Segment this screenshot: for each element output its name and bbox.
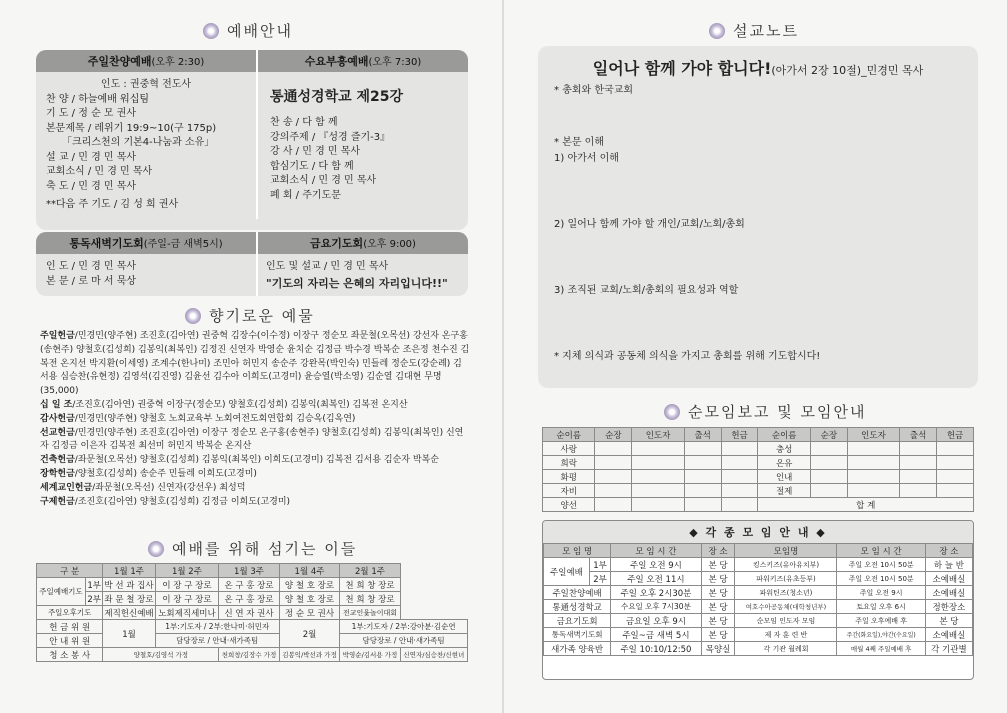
report-cell: 충성 [758,442,810,456]
sermon-note-box [538,46,978,388]
sunday-line: 찬 양 / 하늘예배 워십팀 [46,93,150,105]
flower-icon [664,404,680,420]
meetings-box [542,520,974,680]
meetings-cell: 본 당 [925,614,972,628]
sermon-heading [538,56,978,79]
serve-cell: 정 순 모 권사 [279,606,339,620]
sermon-note: 2) 일어나 함께 가야 할 개인/교회/노회/총회 [554,219,745,230]
meetings-cell: 매월 4째 주일예배 후 [837,642,925,656]
dawn-line: 인 도 / 민 경 민 목사 [46,261,137,272]
meetings-cell: 통通성경학교 [544,600,611,614]
report-header: 헌금 [721,428,758,442]
flower-icon [148,541,164,557]
offering-item: 선교헌금/민경민(양주현) 조진호(김아연) 이장구 정순모 온구홍(송현주) 양철호(김성희) 김봉익(최복인) 신연자 김정금 이은자 김복전 최선미 허민지 박복순 온지산 [40,427,464,452]
report-cell: 양선 [543,498,595,512]
meetings-cell: 본 당 [701,572,735,586]
wednesday-line: 폐 회 / 주기도문 [270,189,341,201]
offering-item: 건축헌금/좌문철(오목선) 양철호(김성희) 김봉익(최복인) 이희도(고경미) 김복전 김서용 김순자 박복순 [40,455,439,466]
offering-item: 장학헌금/양철호(김성희) 송순주 민들레 이희도(고경미) [40,468,257,479]
meetings-header: 모 임 명 [544,544,611,558]
sunday-line: 축 도 / 민 경 민 목사 [46,180,137,192]
serve-header: 1월 3주 [219,564,279,578]
serve-cell: 2부 [85,592,102,606]
serve-cell: 이 장 구 장로 [155,578,219,592]
serve-cell: 김봉익/박선과 가정 [279,648,339,662]
meetings-cell: 토요일 오후 6시 [837,600,925,614]
serve-cell: 천 희 창 장로 [340,592,400,606]
meetings-cell: 파워틴즈(청소년) [735,586,837,600]
serve-cell: 좌 문 철 장로 [103,592,155,606]
meetings-cell: 소예배실 [925,628,972,642]
meetings-cell: 하 늘 반 [925,558,972,572]
report-header: 순장 [810,428,847,442]
meetings-cell: 본 당 [701,558,735,572]
worship-title: 예배안내 [203,20,293,41]
serve-cell: 신연자/심승찬/신현녀 [400,648,467,662]
serve-header: 구 분 [37,564,103,578]
meetings-cell: 금요일 오후 9시 [611,614,701,628]
wednesday-line: 교회소식 / 민 경 민 목사 [270,175,377,186]
meetings-cell: 금요기도회 [544,614,611,628]
meetings-cell: 주일찬양예배 [544,586,611,600]
serve-cell: 신 연 자 권사 [219,606,279,620]
wednesday-line: 강의주제 / 『성경 즐기-3』 [270,131,391,143]
serve-cell: 온 구 홍 장로 [219,592,279,606]
report-header: 출석 [900,428,937,442]
report-cell: 인내 [758,470,810,484]
report-cell: 화평 [543,470,595,484]
sermon-note: * 본문 이해 [554,137,604,148]
report-header: 인도자 [847,428,899,442]
sunday-line: 본문제목 / 레위기 19:9~10(구 175p) [46,122,217,134]
report-title: 순모임보고 및 모임안내 [664,401,866,422]
meetings-cell: 본 당 [701,628,735,642]
friday-prayer [258,232,468,296]
sermon-note: 3) 조직된 교회/노회/총회의 필요성과 역할 [554,285,739,296]
offering-item: 주일헌금/민경민(양주현) 조진호(김아연) 권중혁 김장수(이수정) 이장구 정순모 좌문철(오목선) 강선자 온구홍(송현주) 양철호(김성희) 김봉익(최복인) 김정진 신연자 박영순 윤치순 김정금 박수경 박복순 조은정 천수진 김복전 온지선 박지환(이세영) 조계수(한나미) 조민아 허민지 송순주 강완목(박인숙) 민들레 정순도(강순례) 김서용 심승찬(유현정) 김영석(김진영) 김윤선 김수아 이희도(고경미) 윤승열(박소영) 김순열 김대현 무명(35,000) [40,331,470,397]
report-cell: 사랑 [543,442,595,456]
serve-table [36,563,468,662]
sunday-line: 설 교 / 민 경 민 목사 [46,151,137,163]
meetings-cell: 수요일 오후 7시30분 [611,600,701,614]
wednesday-line: 찬 송 / 다 함 께 [270,117,338,128]
left-page [0,0,503,713]
sermon-reference: (아가서 2장 10절)_민경민 목사 [771,64,924,77]
meetings-cell: 본 당 [701,600,735,614]
report-total: 합 계 [758,498,974,512]
meetings-cell: 각 기관별 [925,642,972,656]
flower-icon [203,23,219,39]
sunday-line: 교회소식 / 민 경 민 목사 [46,166,153,177]
dawn-line: 본 문 / 로 마 서 묵상 [46,275,137,287]
dawn-heading: 통독새벽기도회(주일-금 새벽5시) [36,232,256,254]
wednesday-line: 합심기도 / 다 함 께 [270,160,354,172]
meetings-cell: 주일예배 [544,558,590,586]
meetings-cell: 1부 [589,558,610,572]
serve-cell: 헌 금 위 원 [37,620,103,634]
sermon-headline: 일어나 함께 가야 합니다! [592,59,772,78]
worship-box [36,50,468,230]
flower-icon [709,23,725,39]
serve-header: 1월 1주 [103,564,155,578]
sunday-heading: 주일찬양예배(오후 2:30) [36,50,256,72]
report-header: 헌금 [937,428,974,442]
serve-header: 1월 4주 [279,564,339,578]
serve-cell: 주일오후기도 [37,606,103,620]
meetings-cell: 주일 오전 10시 50분 [837,572,925,586]
serve-cell: 천희창/김장수 가정 [219,648,279,662]
serve-cell: 1부:기도자 / 2부:강아분·김순연 [340,620,468,634]
meetings-cell: 새가족 양육반 [544,642,611,656]
meetings-header: 모 임 시 간 [837,544,925,558]
meetings-cell: 킹스키즈(유아유치부) [735,558,837,572]
report-cell: 절제 [758,484,810,498]
serve-cell: 담당장로 / 안내·새가족팀 [340,634,468,648]
serve-cell: 주일예배기도 [37,578,86,606]
meetings-cell: 주일 오후 2시30분 [611,586,701,600]
report-cell: 희락 [543,456,595,470]
meetings-cell: 주일~금 새벽 5시 [611,628,701,642]
meetings-cell: 주일 오후예배 후 [837,614,925,628]
offering-item: 십 일 조/조진호(김아연) 권중혁 이장구(정순모) 양철호(김성희) 김봉익(최복인) 김복전 온지산 [40,399,408,410]
flower-icon [185,308,201,324]
report-header: 순이름 [543,428,595,442]
report-header: 인도자 [632,428,684,442]
meetings-cell: 주일 오전 9시 [837,586,925,600]
serve-cell: 1부:기도자 / 2부:한나미·허민자 [155,620,279,634]
right-page [504,0,1007,713]
meetings-cell: 주일 10:10/12:50 [611,642,701,656]
serve-cell: 안 내 위 원 [37,634,103,648]
offering-list [40,330,470,530]
serve-header: 1월 2주 [155,564,219,578]
meetings-cell: 통독새벽기도회 [544,628,611,642]
serve-cell: 1부 [85,578,102,592]
wednesday-line: 강 사 / 민 경 민 목사 [270,146,361,157]
report-header: 출석 [684,428,721,442]
meetings-cell: 본 당 [701,586,735,600]
serve-cell: 양 철 호 장로 [279,592,339,606]
meetings-header: 장 소 [701,544,735,558]
meetings-cell: 순모임 인도자 모임 [735,614,837,628]
meetings-cell: 2부 [589,572,610,586]
sermon-section-title: 설교노트 [709,20,799,41]
serve-cell: 양철호/김영석 가정 [103,648,219,662]
sunday-service [36,50,256,219]
meetings-cell: 주일 오전 9시 [611,558,701,572]
sunday-line: 기 도 / 정 순 모 권사 [46,108,137,119]
meetings-cell: 소예배실 [925,572,972,586]
meetings-cell: 목양실 [701,642,735,656]
offering-item: 세계교인헌금/좌문철(오목선) 신연자(강선우) 최성덕 [40,482,246,493]
sermon-note: 1) 아가서 이해 [554,153,619,164]
report-header: 순장 [595,428,632,442]
report-header: 순이름 [758,428,810,442]
meetings-header: 모임명 [735,544,837,558]
offering-title: 향기로운 예물 [185,305,315,326]
meetings-header: 장 소 [925,544,972,558]
serve-cell: 양 철 호 장로 [279,578,339,592]
serve-cell: 박영순/김서용 가정 [340,648,400,662]
meetings-cell: 주간(화요일),야간(수요일) [837,628,925,642]
sunday-line: 인도 : 권중혁 전도사 [100,79,192,90]
meetings-cell: 정한장소 [925,600,972,614]
meetings-cell: 각 기관 월례회 [735,642,837,656]
serve-header: 2월 1주 [340,564,400,578]
serve-cell: 노회제직세미나 [155,606,219,620]
report-cell: 자비 [543,484,595,498]
friday-quote: "기도의 자리는 은혜의 자리입니다!!" [266,276,448,290]
serve-cell: 제직헌신예배 [103,606,155,620]
friday-heading: 금요기도회(오후 9:00) [258,232,468,254]
meetings-cell: 주일 오전 11시 [611,572,701,586]
serve-cell: 박 선 과 집사 [103,578,155,592]
meetings-cell: 파워키즈(유초등부) [735,572,837,586]
meetings-title: ◆ 각 종 모 임 안 내 ◆ [543,521,973,543]
meetings-cell: 본 당 [701,614,735,628]
serve-cell: 이 장 구 장로 [155,592,219,606]
report-table [542,427,974,512]
serve-cell: 온 구 홍 장로 [219,578,279,592]
serve-cell: 전교인윷놀이대회 [340,606,400,620]
meetings-header: 모 임 시 간 [611,544,701,558]
offering-item: 감사헌금/민경민(양주현) 양철호 노회교육부 노회여전도회연합회 김승옥(김옥연) [40,413,356,424]
serve-cell: 청 소 봉 사 [37,648,103,662]
friday-line: 인도 및 설교 / 민 경 민 목사 [266,261,389,272]
sunday-line: 「크리스천의 기본4-나눔과 소유」 [62,137,215,148]
wednesday-service [258,50,468,219]
serve-cell: 천 희 창 장로 [340,578,400,592]
wednesday-bigline: 통通성경학교 제25강 [270,89,404,105]
wednesday-heading: 수요부흥예배(오후 7:30) [258,50,468,72]
report-cell: 온유 [758,456,810,470]
sermon-note: * 총회와 한국교회 [554,85,633,96]
meetings-cell: 제 자 훈 련 반 [735,628,837,642]
sermon-note: * 지체 의식과 공동체 의식을 가지고 총회를 위해 기도합시다! [554,351,821,362]
prayer-box [36,232,468,296]
sunday-line: **다음 주 기도 / 김 성 희 권사 [46,199,179,210]
dawn-prayer [36,232,256,296]
serve-cell: 2월 [279,620,339,648]
serve-cell: 1월 [103,620,155,648]
meetings-cell: 여호수아공동체(대학청년부) [735,600,837,614]
serve-cell: 담당장로 / 안내·새가족팀 [155,634,279,648]
offering-item: 구제헌금/조진호(김아연) 양철호(김성희) 김정금 이희도(고경미) [40,496,291,507]
serve-title: 예배를 위해 섬기는 이들 [148,538,357,559]
meetings-cell: 주일 오전 10시 50분 [837,558,925,572]
meetings-cell: 소예배실 [925,586,972,600]
